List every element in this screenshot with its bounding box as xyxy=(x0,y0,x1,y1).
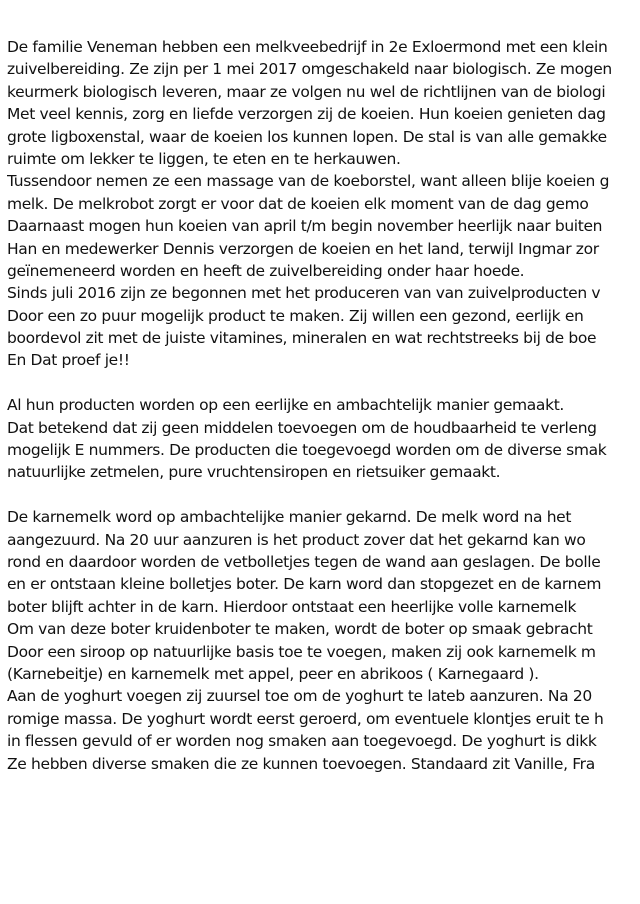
text-line: (Karnebeitje) en karnemelk met appel, peer en abrikoos ( Karnegaard ). xyxy=(7,664,539,683)
text-line: Om van deze boter kruidenboter te maken, wordt de boter op smaak gebracht xyxy=(7,620,593,639)
text-line: Daarnaast mogen hun koeien van april t/m begin november heerlijk naar buiten xyxy=(7,217,603,236)
text-line: romige massa. De yoghurt wordt eerst geroerd, om eventuele klontjes eruit te h xyxy=(7,709,604,728)
text-line: Ze hebben diverse smaken die ze kunnen toevoegen. Standaard zit Vanille, Fra xyxy=(7,754,595,773)
text-line: en er ontstaan kleine bolletjes boter. De karn word dan stopgezet en de karnem xyxy=(7,575,602,594)
paragraph-spacer xyxy=(7,372,640,394)
paragraph-buttermilk xyxy=(7,506,640,775)
text-line: rond en daardoor worden de vetbolletjes tegen de wand aan geslagen. De bolle xyxy=(7,552,601,571)
text-line: Tussendoor nemen ze een massage van de koeborstel, want alleen blije koeien g xyxy=(7,172,610,191)
text-line: zuivelbereiding. Ze zijn per 1 mei 2017 omgeschakeld naar biologisch. Ze mogen xyxy=(7,60,612,79)
text-line: melk. De melkrobot zorgt er voor dat de koeien elk moment van de dag gemo xyxy=(7,194,589,213)
paragraph-spacer xyxy=(7,484,640,506)
text-line: boter blijft achter in de karn. Hierdoor ontstaat een heerlijke volle karnemelk xyxy=(7,597,577,616)
text-line: ruimte om lekker te liggen, te eten en te herkauwen. xyxy=(7,149,401,168)
text-line: De familie Veneman hebben een melkveebedrijf in 2e Exloermond met een klein xyxy=(7,38,608,56)
text-line: boordevol zit met de juiste vitamines, mineralen en wat rechtstreeks bij de boe xyxy=(7,329,597,348)
text-line: keurmerk biologisch leveren, maar ze volgen nu wel de richtlijnen van de biologi xyxy=(7,82,606,101)
text-line: Door een zo puur mogelijk product te maken. Zij willen een gezond, eerlijk en xyxy=(7,306,584,325)
text-line: Aan de yoghurt voegen zij zuursel toe om de yoghurt te lateb aanzuren. Na 20 xyxy=(7,687,592,706)
text-line: grote ligboxenstal, waar de koeien los kunnen lopen. De stal is van alle gemakke xyxy=(7,127,607,146)
text-line: Sinds juli 2016 zijn ze begonnen met het produceren van van zuivelproducten v xyxy=(7,284,601,303)
paragraph-production xyxy=(7,394,640,484)
text-line: De karnemelk word op ambachtelijke manier gekarnd. De melk word na het xyxy=(7,508,572,527)
text-line: mogelijk E nummers. De producten die toegevoegd worden om de diverse smak xyxy=(7,441,607,460)
text-line: Met veel kennis, zorg en liefde verzorgen zij de koeien. Hun koeien genieten dag xyxy=(7,105,606,124)
text-line: natuurlijke zetmelen, pure vruchtensiropen en rietsuiker gemaakt. xyxy=(7,463,501,482)
text-line: in flessen gevuld of er worden nog smaken aan toegevoegd. De yoghurt is dikk xyxy=(7,732,597,751)
paragraph-family-farm xyxy=(7,36,640,372)
text-line: Al hun producten worden op een eerlijke en ambachtelijk manier gemaakt. xyxy=(7,396,565,415)
text-line: geïnemeneerd worden en heeft de zuivelbereiding onder haar hoede. xyxy=(7,261,525,280)
text-line: Han en medewerker Dennis verzorgen de koeien en het land, terwijl Ingmar zor xyxy=(7,239,599,258)
text-line: Door een siroop op natuurlijke basis toe te voegen, maken zij ook karnemelk m xyxy=(7,642,596,661)
document-page xyxy=(7,36,640,775)
text-line: aangezuurd. Na 20 uur aanzuren is het product zover dat het gekarnd kan wo xyxy=(7,530,586,549)
text-line: En Dat proef je!! xyxy=(7,351,130,370)
text-line: Dat betekend dat zij geen middelen toevoegen om de houdbaarheid te verleng xyxy=(7,418,597,437)
